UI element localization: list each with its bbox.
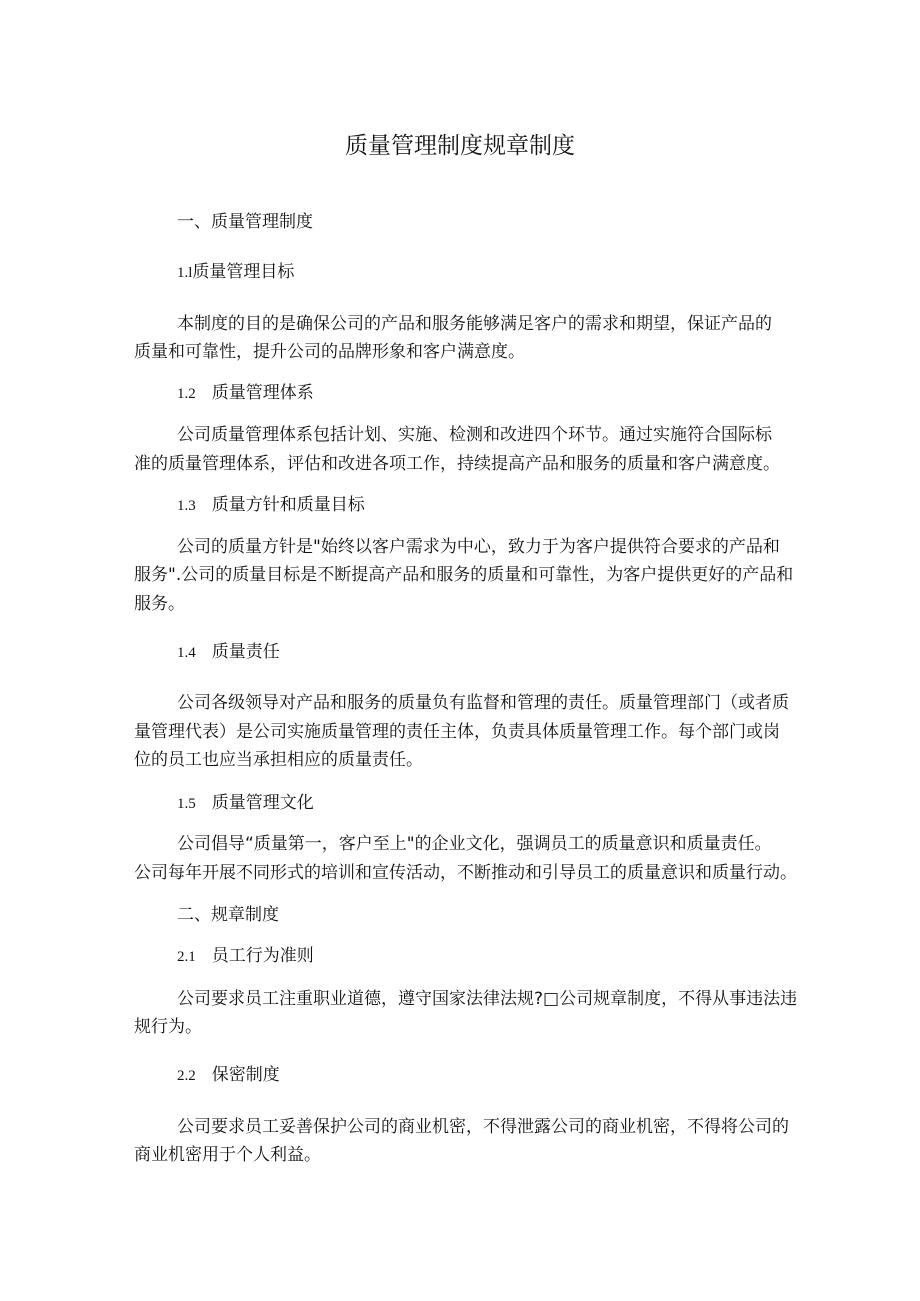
subsection-heading [177,493,365,518]
paragraph-line: 服务。 [134,594,185,614]
subsection-number: 1.4 [177,645,196,661]
paragraph-line: 本制度的目的是确保公司的产品和服务能够满足客户的需求和期望，保证产品的 [177,314,772,334]
paragraph-line: 公司每年开展不同形式的培训和宣传活动，不断推动和引导员工的质量意识和质量行动。 [134,863,797,883]
subsection-heading [177,640,280,665]
paragraph-line: 准的质量管理体系，评估和改进各项工作，持续提高产品和服务的质量和客户满意度。 [134,454,780,474]
subsection-title: 质量责任 [211,642,280,662]
section-heading: 一、质量管理制度 [177,212,313,232]
subsection-heading [177,381,314,406]
subsection-heading [177,260,294,285]
paragraph-line: 量管理代表）是公司实施质量管理的责任主体，负责具体质量管理工作。每个部门或岗 [134,722,780,742]
paragraph-line: 公司的质量方针是"始终以客户需求为中心，致力于为客户提供符合要求的产品和 [177,537,780,557]
paragraph-line: 服务".公司的质量目标是不断提高产品和服务的质量和可靠性，为客户提供更好的产品和 [134,565,794,585]
subsection-heading [177,791,314,816]
subsection-title: 质量管理文化 [211,793,314,813]
subsection-title: 员工行为准则 [211,946,314,966]
subsection-heading [177,944,314,969]
subsection-number: 1.l [177,265,193,281]
subsection-number: 2.1 [177,949,196,965]
subsection-number: 2.2 [177,1068,196,1084]
paragraph-line: 规行为。 [134,1017,202,1037]
paragraph-line: 公司要求员工注重职业道德，遵守国家法律法规?□公司规章制度，不得从事违法违 [177,989,798,1009]
paragraph-line: 商业机密用于个人利益。 [134,1145,321,1165]
paragraph-line: 位的员工也应当承担相应的质量责任。 [134,750,423,770]
subsection-title: 保密制度 [211,1065,280,1085]
paragraph-line: 公司倡导“质量第一，客户至上"的企业文化，强调员工的质量意识和质量责任。 [177,834,772,854]
subsection-title: 质量方针和质量目标 [211,495,365,515]
subsection-number: 1.2 [177,386,196,402]
subsection-title: 质量管理体系 [211,383,314,403]
paragraph-line: 公司要求员工妥善保护公司的商业机密，不得泄露公司的商业机密，不得将公司的 [177,1117,789,1137]
subsection-number: 1.5 [177,796,196,812]
subsection-heading [177,1063,280,1088]
paragraph-line: 公司质量管理体系包括计划、实施、检测和改进四个环节。通过实施符合国际标 [177,425,772,445]
subsection-number: 1.3 [177,498,196,514]
subsection-title: 质量管理目标 [192,262,295,282]
paragraph-line: 质量和可靠性，提升公司的品牌形象和客户满意度。 [134,342,525,362]
document-title: 质量管理制度规章制度 [345,133,575,159]
paragraph-line: 公司各级领导对产品和服务的质量负有监督和管理的责任。质量管理部门（或者质 [177,693,789,713]
section-heading: 二、规章制度 [177,905,279,925]
